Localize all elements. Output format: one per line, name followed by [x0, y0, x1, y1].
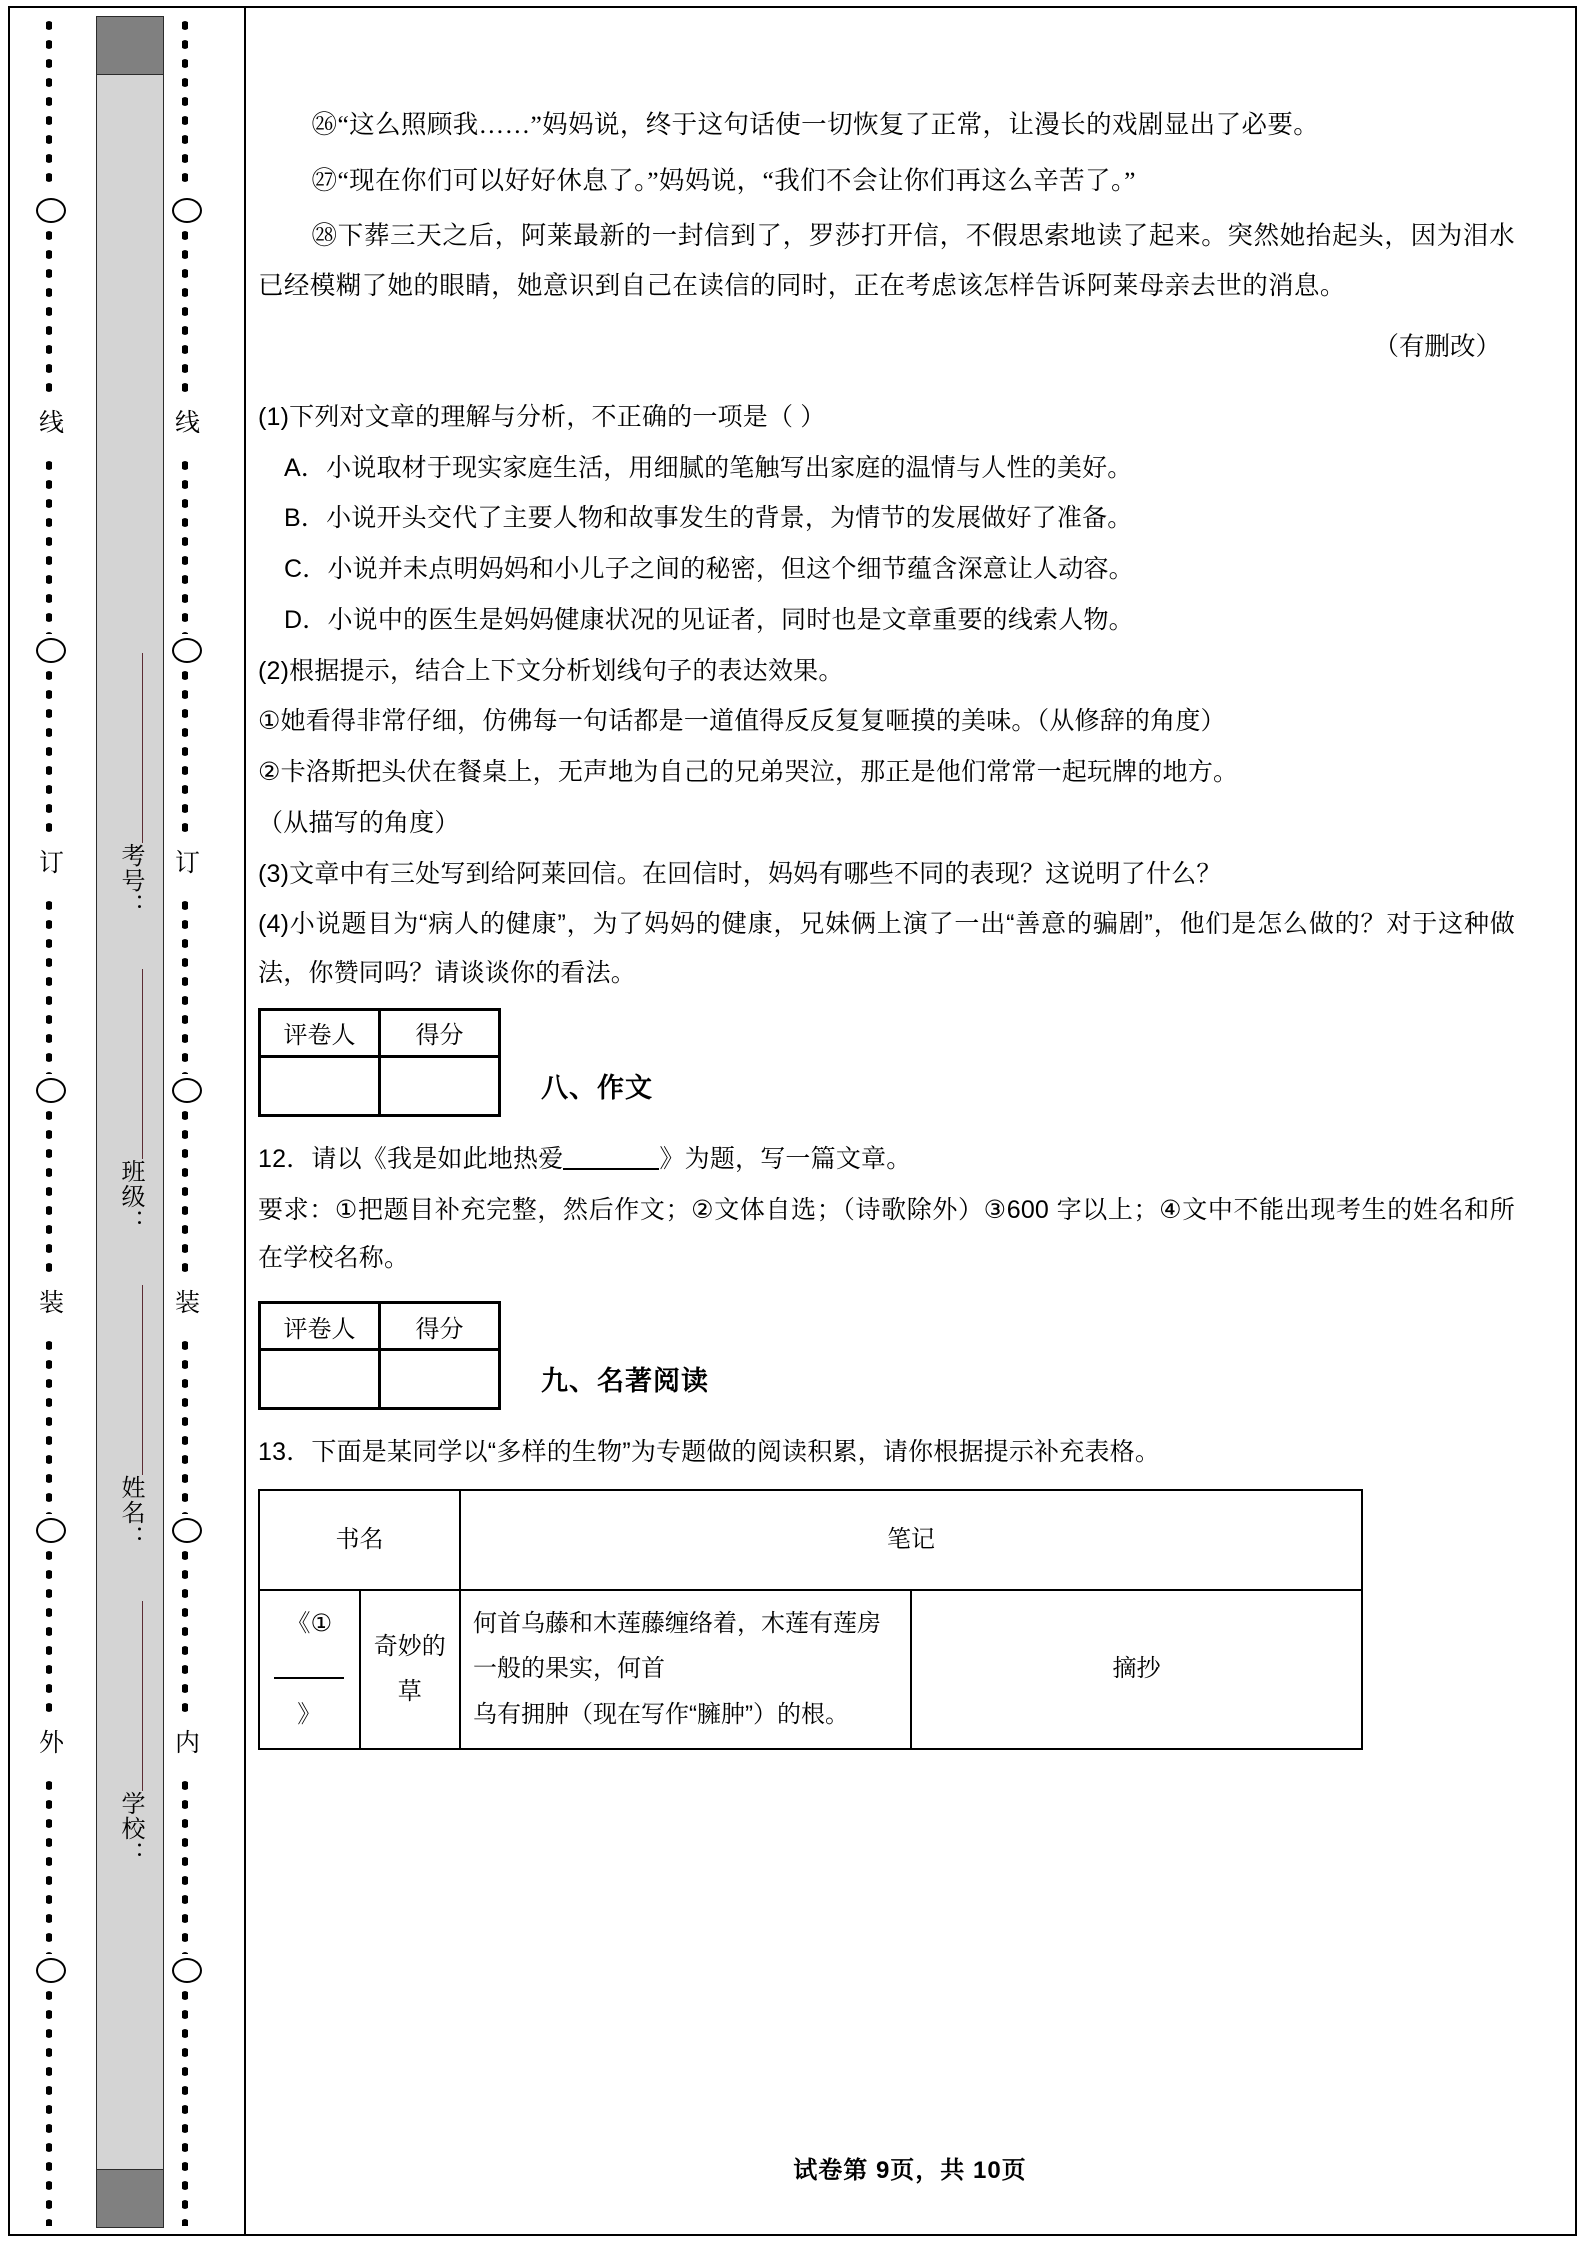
page-footer: 试卷第 9页，共 10页: [793, 2157, 1027, 2184]
seal-circle-o-4: [36, 1518, 66, 1543]
grader-input-9[interactable]: [260, 1350, 380, 1409]
question-11-2-item-1: ①她看得非常仔细，仿佛每一句话都是一道值得反反复复咂摸的美味。（从修辞的角度）: [258, 707, 1226, 736]
seal-circle-o-3: [36, 1078, 66, 1103]
note-line-2: 乌有拥肿（现在写作“臃肿”）的根。: [473, 1701, 849, 1729]
dots-i-5: [182, 896, 188, 1074]
section-title-8: 八、作文: [541, 1072, 653, 1103]
question-11-2: (2)根据提示，结合上下文分析划线句子的表达效果。: [258, 656, 844, 685]
field-rule-exam-no: [142, 653, 143, 843]
question-12-requirements: 要求：①把题目补充完整，然后作文；②文体自选；（诗歌除外）③600 字以上；④文中不能出现考生的姓名和所在学校名称。: [258, 1195, 1515, 1273]
header-notes: 笔记: [460, 1490, 1362, 1590]
option-a: A．小说取材于现实家庭生活，用细腻的笔触写出家庭的温情与人性的美好。: [284, 453, 1133, 482]
seal-mark-line-inner: 线: [173, 406, 198, 439]
cell-book-name[interactable]: [259, 1590, 360, 1749]
seal-circle-i-4: [172, 1518, 202, 1543]
dots-o-9: [46, 1776, 52, 1954]
cell-tag: 摘抄: [911, 1590, 1362, 1749]
dots-i-6: [182, 1106, 188, 1282]
header-book-name: 书名: [259, 1490, 460, 1590]
seal-circle-i-3: [172, 1078, 202, 1103]
seal-mark-bind-inner: 装: [173, 1286, 198, 1319]
score-box-section-9: [258, 1301, 501, 1410]
score-row-section-9: [258, 1301, 1515, 1410]
passage-paragraph-28: ㉘下葬三天之后，阿莱最新的一封信到了，罗莎打开信，不假思索地读了起来。突然她抬起头，因为泪水已经模糊了她的眼睛，她意识到自己在读信的同时，正在考虑该怎样告诉阿莱母亲去世的消息。: [258, 221, 1515, 301]
table-row: [259, 1590, 1362, 1749]
seal-circle-o-2: [36, 638, 66, 663]
question-12-prefix: 12．请以《我是如此地热爱: [258, 1144, 564, 1173]
content-divider: [244, 8, 246, 2236]
dots-i-1: [182, 16, 188, 192]
dots-o-3: [46, 456, 52, 634]
seal-mark-staple-inner: 订: [173, 846, 198, 879]
book-name-blank[interactable]: [274, 1677, 344, 1679]
dots-i-4: [182, 666, 188, 842]
seal-circle-o-1: [36, 198, 66, 223]
question-11-1: (1)下列对文章的理解与分析，不正确的一项是（ ）: [258, 402, 826, 431]
score-label-8: 得分: [380, 1009, 500, 1056]
seal-mark-line-outer: 线: [37, 406, 62, 439]
seal-dotted-column-inner: [168, 8, 202, 2234]
dots-o-6: [46, 1106, 52, 1282]
main-content: [250, 8, 1570, 2234]
field-label-name: 姓名：: [117, 1475, 143, 1550]
dots-o-1: [46, 16, 52, 192]
question-11-2-item-3: （从描写的角度）: [258, 808, 460, 837]
cell-note: [460, 1590, 911, 1749]
dots-i-8: [182, 1546, 188, 1722]
seal-margin: [10, 8, 245, 2234]
dots-i-7: [182, 1336, 188, 1514]
note-line-1: 何首乌藤和木莲藤缠络着，木莲有莲房一般的果实，何首: [473, 1609, 881, 1683]
score-input-8[interactable]: [380, 1056, 500, 1115]
seal-circle-i-1: [172, 198, 202, 223]
question-13: 13．下面是某同学以“多样的生物”为专题做的阅读积累，请你根据提示补充表格。: [258, 1438, 1161, 1467]
seal-circle-o-5: [36, 1958, 66, 1983]
dots-o-10: [46, 1986, 52, 2226]
grader-label-8: 评卷人: [260, 1009, 380, 1056]
question-12-suffix: 》为题，写一篇文章。: [659, 1144, 912, 1173]
option-b: B．小说开头交代了主要人物和故事发生的背景，为情节的发展做好了准备。: [284, 504, 1133, 533]
seal-dotted-column-outer: [32, 8, 66, 2234]
passage-paragraph-27: ㉗“现在你们可以好好休息了。”妈妈说，“我们不会让你们再这么辛苦了。”: [311, 165, 1136, 195]
seal-mark-staple-outer: 订: [37, 846, 62, 879]
question-11-2-item-2: ②卡洛斯把头伏在餐桌上，无声地为自己的兄弟哭泣，那正是他们常常一起玩牌的地方。: [258, 758, 1239, 787]
question-12: [258, 1135, 1515, 1184]
dots-o-7: [46, 1336, 52, 1514]
field-label-class: 班级：: [117, 1159, 143, 1234]
grader-label-9: 评卷人: [260, 1303, 380, 1350]
score-input-9[interactable]: [380, 1350, 500, 1409]
field-label-school: 学校：: [117, 1791, 143, 1866]
question-11-4: (4)小说题目为“病人的健康”，为了妈妈的健康，兄妹俩上演了一出“善意的骗剧”，他们是怎么做的？对于这种做法，你赞同吗？请谈谈你的看法。: [258, 910, 1515, 988]
book-name-prefix: 《①: [286, 1609, 332, 1637]
dots-o-4: [46, 666, 52, 842]
cell-subject: 奇妙的草: [360, 1590, 461, 1749]
dots-i-9: [182, 1776, 188, 1954]
score-box-section-8: [258, 1008, 501, 1117]
book-name-suffix: 》: [297, 1701, 322, 1729]
dots-o-8: [46, 1546, 52, 1722]
grader-input-8[interactable]: [260, 1056, 380, 1115]
seal-mark-bind-outer: 装: [37, 1286, 62, 1319]
dots-i-2: [182, 226, 188, 402]
binding-cap-top: [97, 17, 163, 75]
field-rule-name: [142, 1285, 143, 1475]
dots-i-10: [182, 1986, 188, 2226]
dots-i-3: [182, 456, 188, 634]
binding-cap-bottom: [97, 2169, 163, 2227]
score-label-9: 得分: [380, 1303, 500, 1350]
binding-strip: [96, 16, 164, 2228]
option-d: D．小说中的医生是妈妈健康状况的见证者，同时也是文章重要的线索人物。: [284, 605, 1134, 634]
seal-mark-outer-side: 外: [37, 1726, 62, 1759]
field-rule-class: [142, 969, 143, 1159]
field-rule-school: [142, 1601, 143, 1791]
dots-o-5: [46, 896, 52, 1074]
passage-attribution: （有删改）: [1373, 331, 1501, 361]
seal-mark-inner-side: 内: [173, 1726, 198, 1759]
passage-paragraph-26: ㉖“这么照顾我……”妈妈说，终于这句话使一切恢复了正常，让漫长的戏剧显出了必要。: [311, 110, 1320, 139]
table-header-row: [259, 1490, 1362, 1590]
seal-circle-i-5: [172, 1958, 202, 1983]
question-11-3: (3)文章中有三处写到给阿莱回信。在回信时，妈妈有哪些不同的表现？这说明了什么？: [258, 859, 1222, 888]
option-c: C．小说并未点明妈妈和小儿子之间的秘密，但这个细节蕴含深意让人动容。: [284, 555, 1134, 584]
seal-circle-i-2: [172, 638, 202, 663]
section-title-9: 九、名著阅读: [541, 1366, 709, 1397]
field-label-exam-no: 考号：: [117, 843, 143, 918]
question-12-blank[interactable]: [563, 1168, 659, 1170]
dots-o-2: [46, 226, 52, 402]
reading-notes-table: [258, 1489, 1363, 1750]
score-row-section-8: [258, 1008, 1515, 1117]
